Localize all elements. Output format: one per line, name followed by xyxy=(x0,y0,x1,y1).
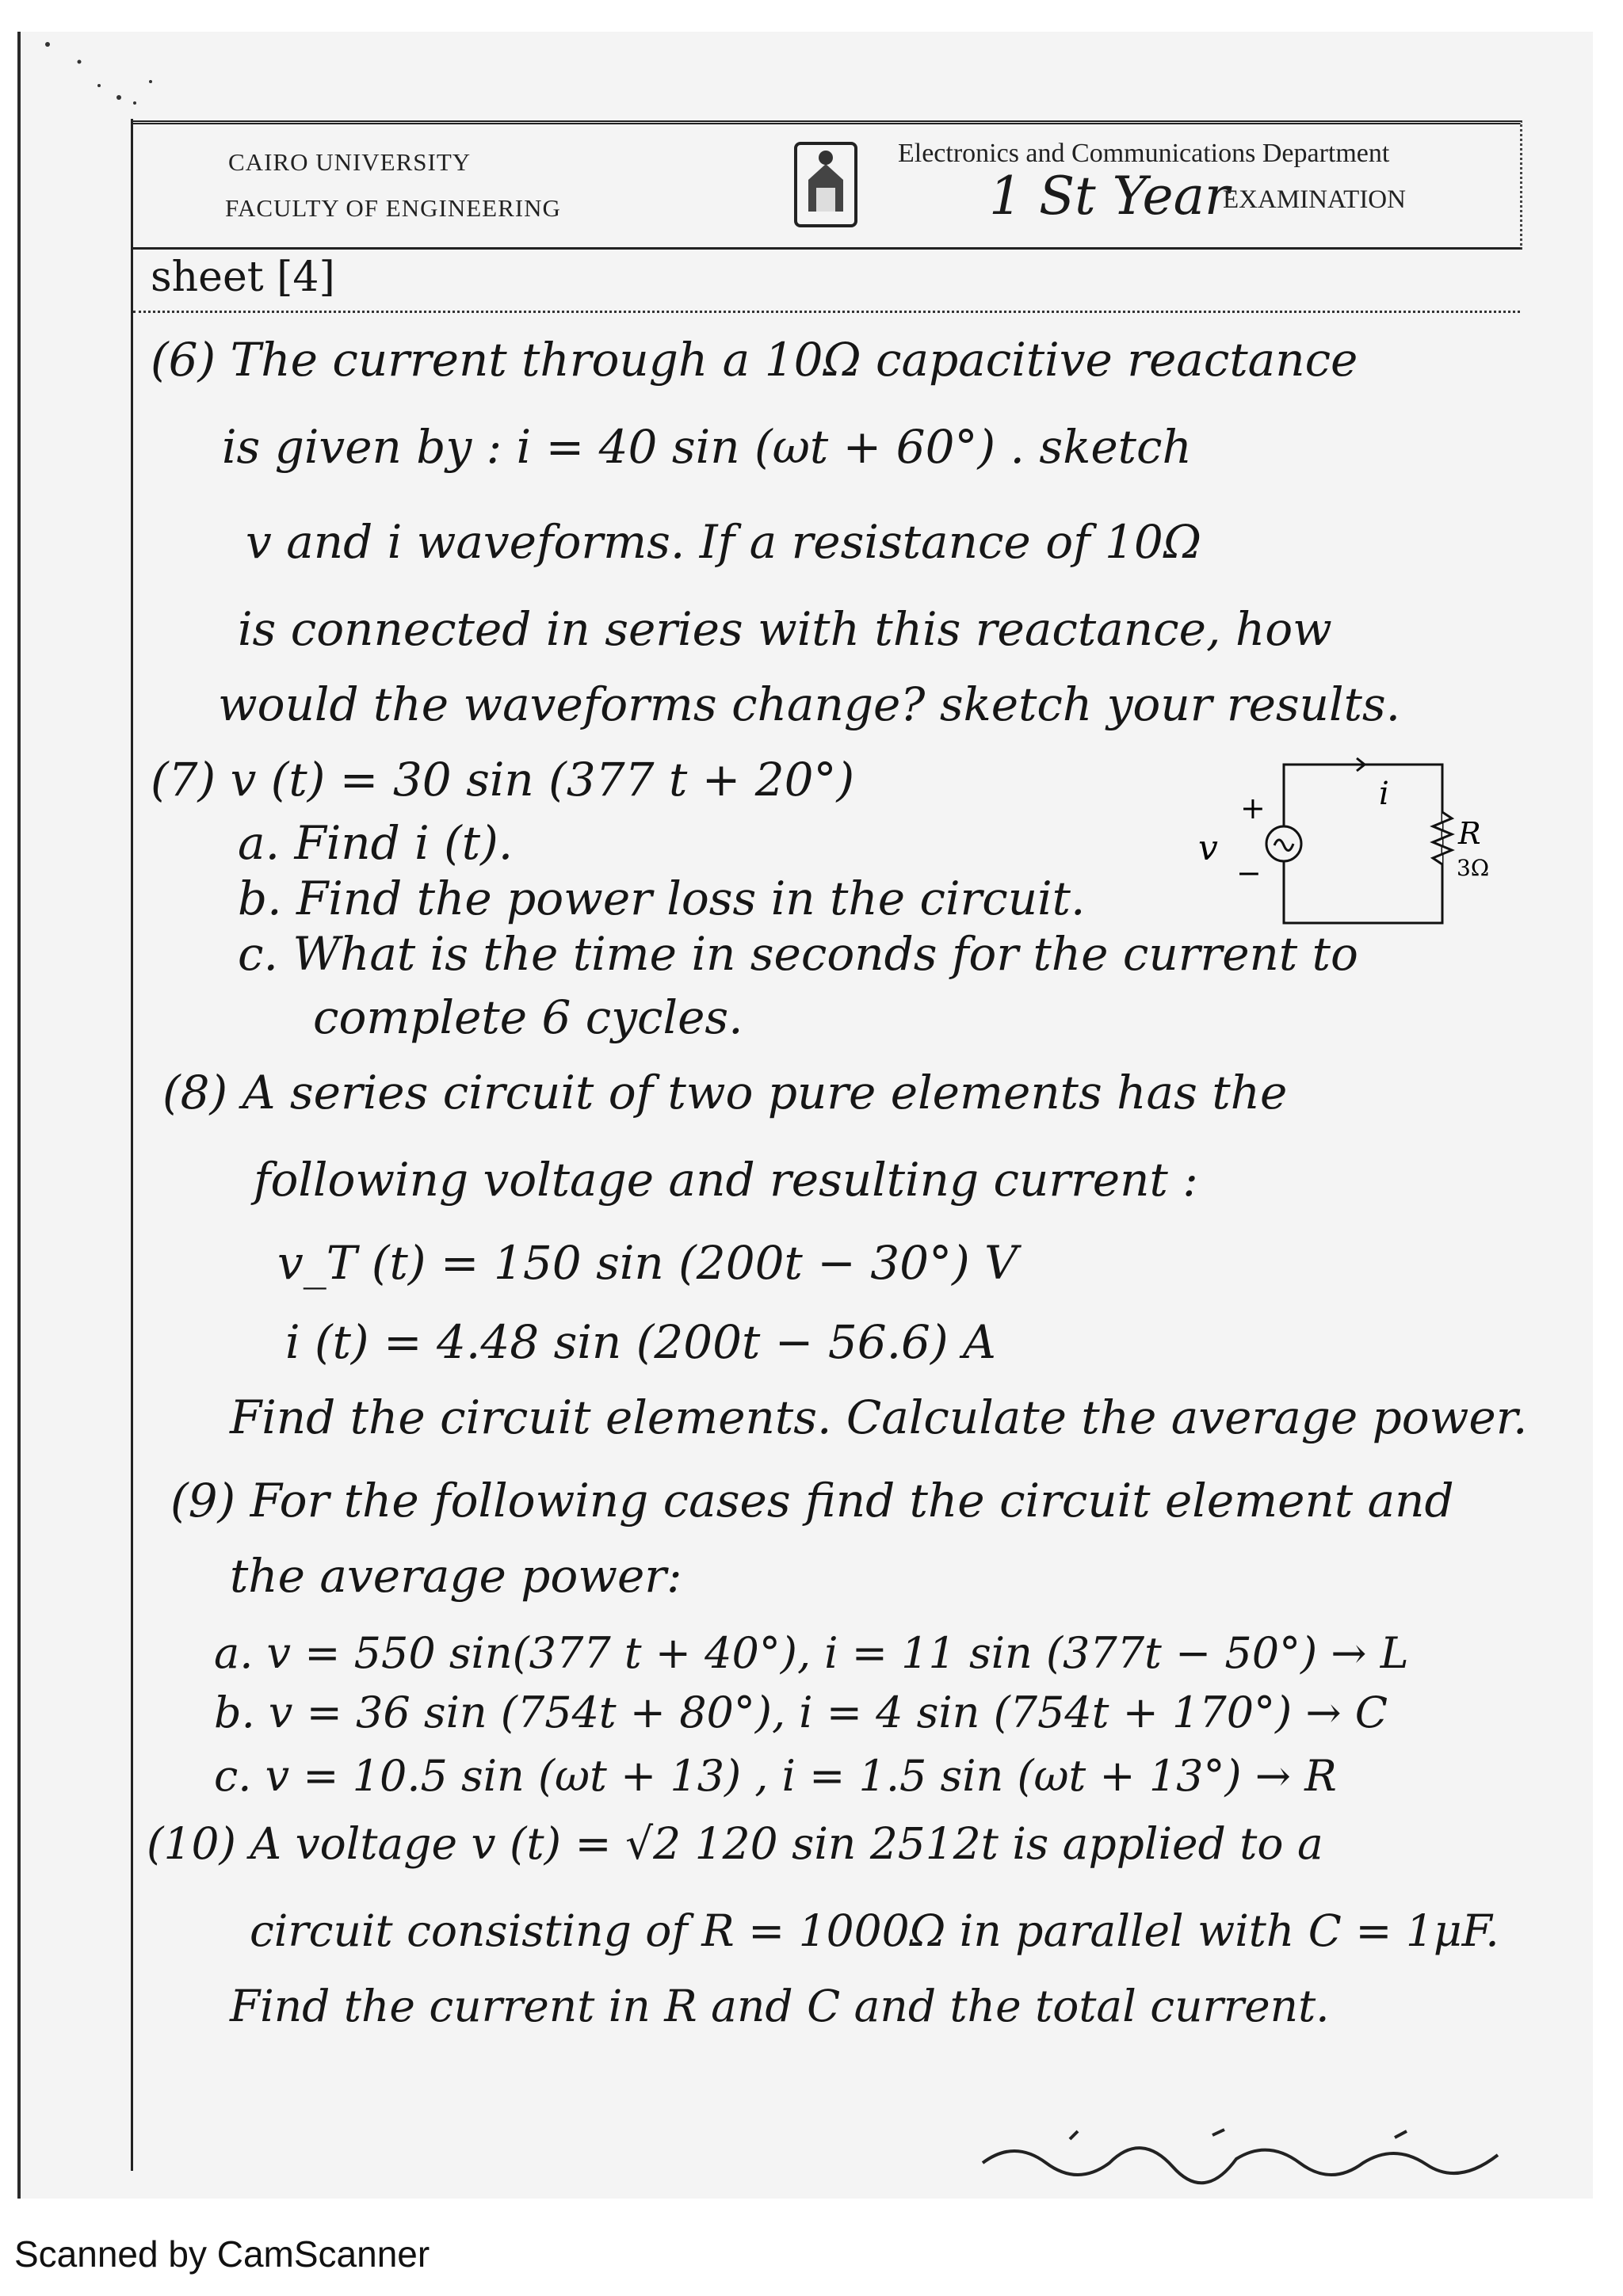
problem-line: (7) v (t) = 30 sin (377 t + 20°) xyxy=(151,753,855,807)
voltage-label: v xyxy=(1198,828,1218,868)
exam-header xyxy=(133,120,1522,250)
problem-line: b. Find the power loss in the circuit. xyxy=(238,871,1086,925)
problem-line: Find the circuit elements. Calculate the average power. xyxy=(230,1390,1528,1444)
scan-noise-marks xyxy=(32,38,174,117)
problem-line: the average power: xyxy=(230,1549,682,1603)
sheet-label: sheet [4] xyxy=(151,254,335,301)
exam-title: EXAMINATION xyxy=(1223,185,1406,214)
problem-line: v_T (t) = 150 sin (200t − 30°) V xyxy=(277,1236,1018,1290)
problem-line: circuit consisting of R = 1000Ω in parallel with C = 1μF. xyxy=(250,1905,1499,1956)
resistance-value: 3Ω xyxy=(1457,855,1490,881)
exam-year: 1 St Year xyxy=(989,166,1230,227)
faculty-name: FACULTY OF ENGINEERING xyxy=(225,194,561,222)
problem-line: would the waveforms change? sketch your results. xyxy=(218,677,1401,731)
problem-line: a. Find i (t). xyxy=(238,816,514,870)
scanner-watermark: Scanned by CamScanner xyxy=(14,2233,430,2275)
problem-line: (9) For the following cases find the circuit element and xyxy=(170,1474,1454,1527)
source-plus: + xyxy=(1240,791,1266,826)
instructor-signature xyxy=(951,2107,1522,2195)
university-name: CAIRO UNIVERSITY xyxy=(228,148,472,176)
problem-line: complete 6 cycles. xyxy=(313,990,743,1044)
resistor-label: R xyxy=(1458,816,1481,851)
problem-line: a. v = 550 sin(377 t + 40°), i = 11 sin (377t − 50°) → L xyxy=(214,1628,1409,1678)
resistor-icon xyxy=(1433,812,1452,864)
source-minus: − xyxy=(1236,856,1262,891)
university-logo-icon xyxy=(792,140,859,229)
header-divider xyxy=(133,311,1520,313)
problem-line: is connected in series with this reactance, how xyxy=(238,602,1332,656)
current-label: i xyxy=(1379,776,1389,812)
problem-line: v and i waveforms. If a resistance of 10Ω xyxy=(246,515,1201,569)
problem-line: c. What is the time in seconds for the current to xyxy=(238,927,1358,981)
current-arrow-icon xyxy=(1339,758,1365,771)
circuit-diagram xyxy=(1181,749,1514,947)
problem-line: (6) The current through a 10Ω capacitive reactance xyxy=(151,333,1358,387)
problem-line: following voltage and resulting current : xyxy=(254,1153,1198,1207)
problem-line: c. v = 10.5 sin (ωt + 13) , i = 1.5 sin (ωt + 13°) → R xyxy=(214,1751,1337,1801)
problem-line: b. v = 36 sin (754t + 80°), i = 4 sin (754t + 170°) → C xyxy=(214,1688,1388,1737)
problem-line: Find the current in R and C and the total current. xyxy=(230,1981,1330,2031)
problem-line: is given by : i = 40 sin (ωt + 60°) . sketch xyxy=(222,420,1192,474)
problem-line: i (t) = 4.48 sin (200t − 56.6) A xyxy=(285,1315,996,1369)
problem-line: (8) A series circuit of two pure elements has the xyxy=(162,1066,1288,1119)
problem-line: (10) A voltage v (t) = √2 120 sin 2512t is applied to a xyxy=(147,1818,1323,1869)
department-name: Electronics and Communications Department xyxy=(898,139,1390,168)
